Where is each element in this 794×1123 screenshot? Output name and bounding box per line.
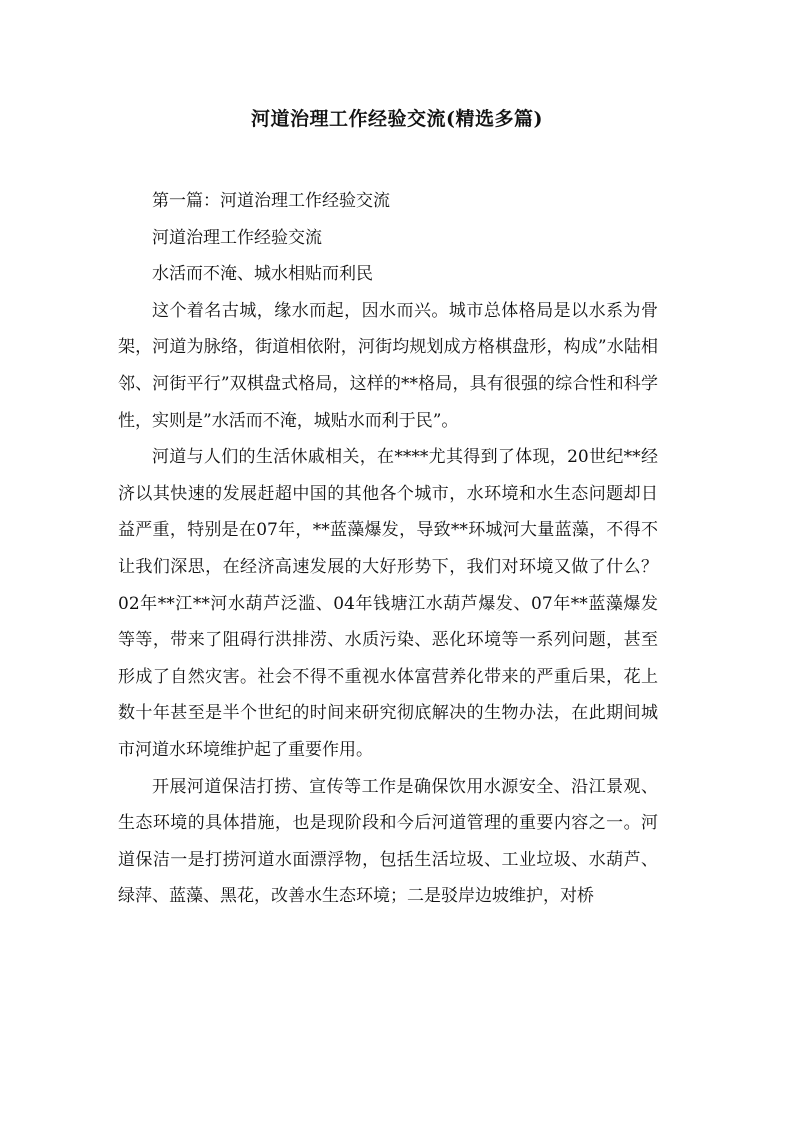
paragraph-section-heading: 第一篇：河道治理工作经验交流 <box>152 191 390 211</box>
paragraph: 河道与人们的生活休戚相关，在****尤其得到了体现，20世纪**经济以其快速的发展赶超中国的其他各个城市，水环境和水生态问题却日益严重，特别是在07年，**蓝藻爆发，导致**环城河大量蓝藻，不得不让我们深思，在经济高速发展的大好形势下，我们对环境又做了什么？02年**江**河水葫芦泛滥、04年钱塘江水葫芦爆发、07年**蓝藻爆发等等，带来了阻碍行洪排涝、水质污染、恶化环境等一系列问题，甚至形成了自然灾害。社会不得不重视水体富营养化带来的严重后果，花上数十年甚至是半个世纪的时间来研究彻底解决的生物办法，在此期间城市河道水环境维护起了重要作用。 <box>118 447 658 760</box>
paragraph-subtitle: 河道治理工作经验交流 <box>152 227 322 248</box>
document-body <box>118 183 658 915</box>
document-title: 河道治理工作经验交流(精选多篇) <box>251 108 543 130</box>
paragraph: 开展河道保洁打捞、宣传等工作是确保饮用水源安全、沿江景观、生态环境的具体措施，也是现阶段和今后河道管理的重要内容之一。河道保洁一是打捞河道水面漂浮物，包括生活垃圾、工业垃圾、水葫芦、绿萍、蓝藻、黑花，改善水生态环境；二是驳岸边坡维护，对桥 <box>118 776 658 907</box>
paragraph-tagline: 水活而不淹、城水相贴而利民 <box>152 264 373 285</box>
paragraph: 这个着名古城，缘水而起，因水而兴。城市总体格局是以水系为骨架，河道为脉络，街道相依附，河街均规划成方格棋盘形，构成”水陆相邻、河街平行”双棋盘式格局，这样的**格局，具有很强的综合性和科学性，实则是”水活而不淹，城贴水而利于民”。 <box>118 300 658 431</box>
